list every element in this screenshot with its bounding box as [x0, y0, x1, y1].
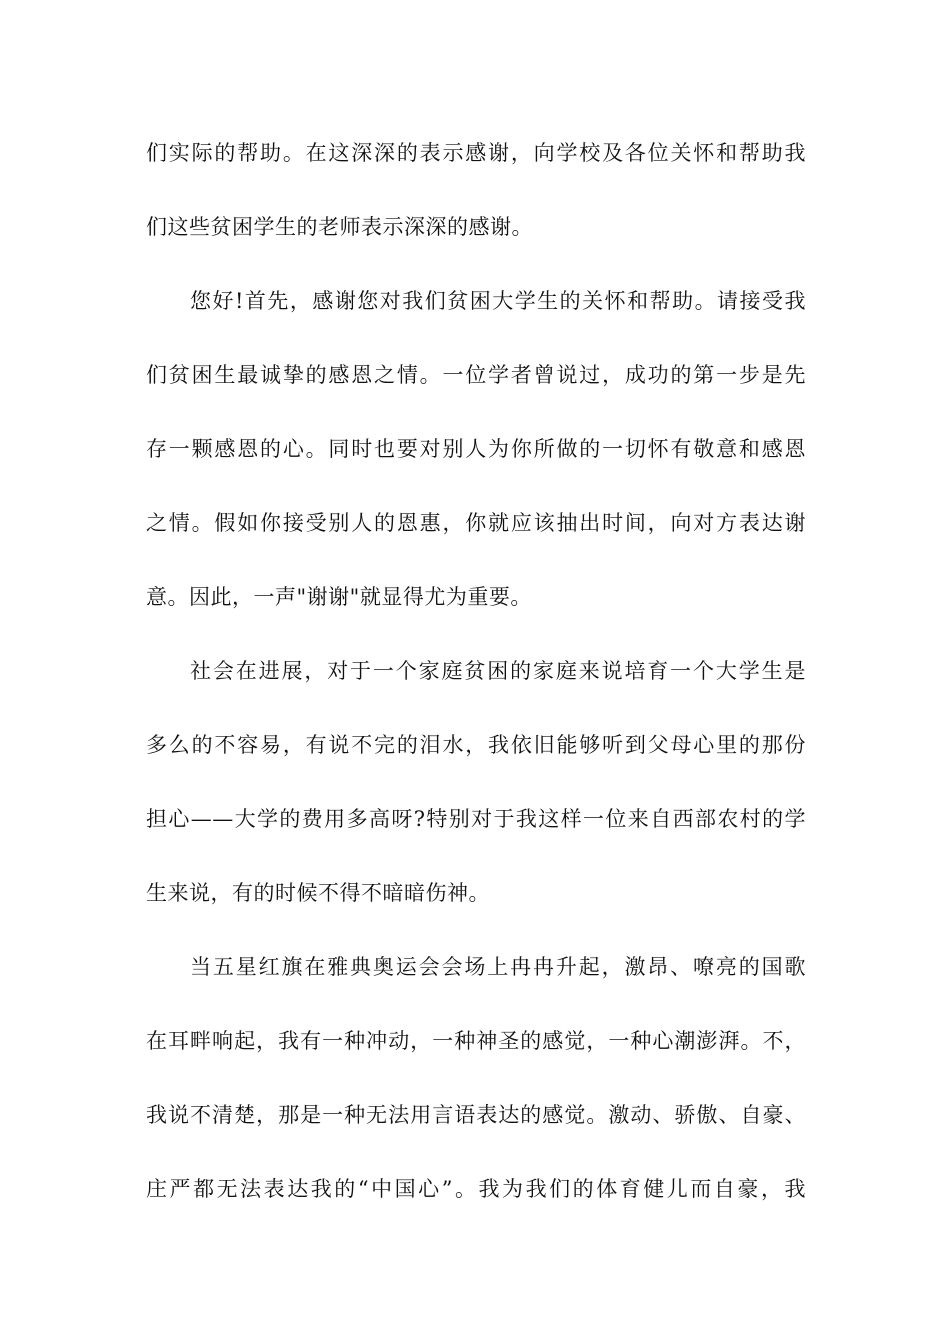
paragraph-first-line: 当五星红旗在雅典奥运会会场上冉冉升起，激昂、嘹亮的国歌 [190, 955, 806, 979]
text-line: 们实际的帮助。在这深深的表示感谢，向学校及各位关怀和帮助我 [146, 141, 806, 165]
text-line: 庄严都无法表达我的“中国心”。我为我们的体育健儿而自豪，我 [146, 1177, 806, 1201]
text-line: 生来说，有的时候不得不暗暗伤神。 [146, 881, 490, 905]
text-line: 多么的不容易，有说不完的泪水，我依旧能够听到父母心里的那份 [146, 733, 806, 757]
text-line: 之情。假如你接受别人的恩惠，你就应该抽出时间，向对方表达谢 [146, 511, 806, 535]
paragraph-first-line: 您好!首先，感谢您对我们贫困大学生的关怀和帮助。请接受我 [190, 289, 806, 313]
text-line: 们贫困生最诚挚的感恩之情。一位学者曾说过，成功的第一步是先 [146, 363, 806, 387]
text-line: 存一颗感恩的心。同时也要对别人为你所做的一切怀有敬意和感恩 [146, 437, 806, 461]
text-line: 我说不清楚，那是一种无法用言语表达的感觉。激动、骄傲、自豪、 [146, 1103, 806, 1127]
text-line: 担心——大学的费用多高呀?特别对于我这样一位来自西部农村的学 [146, 807, 806, 831]
text-line: 意。因此，一声"谢谢"就显得尤为重要。 [146, 585, 532, 609]
text-line: 在耳畔响起，我有一种冲动，一种神圣的感觉，一种心潮澎湃。不， [146, 1029, 806, 1053]
text-line: 们这些贫困学生的老师表示深深的感谢。 [146, 215, 533, 239]
paragraph-first-line: 社会在进展，对于一个家庭贫困的家庭来说培育一个大学生是 [190, 659, 806, 683]
